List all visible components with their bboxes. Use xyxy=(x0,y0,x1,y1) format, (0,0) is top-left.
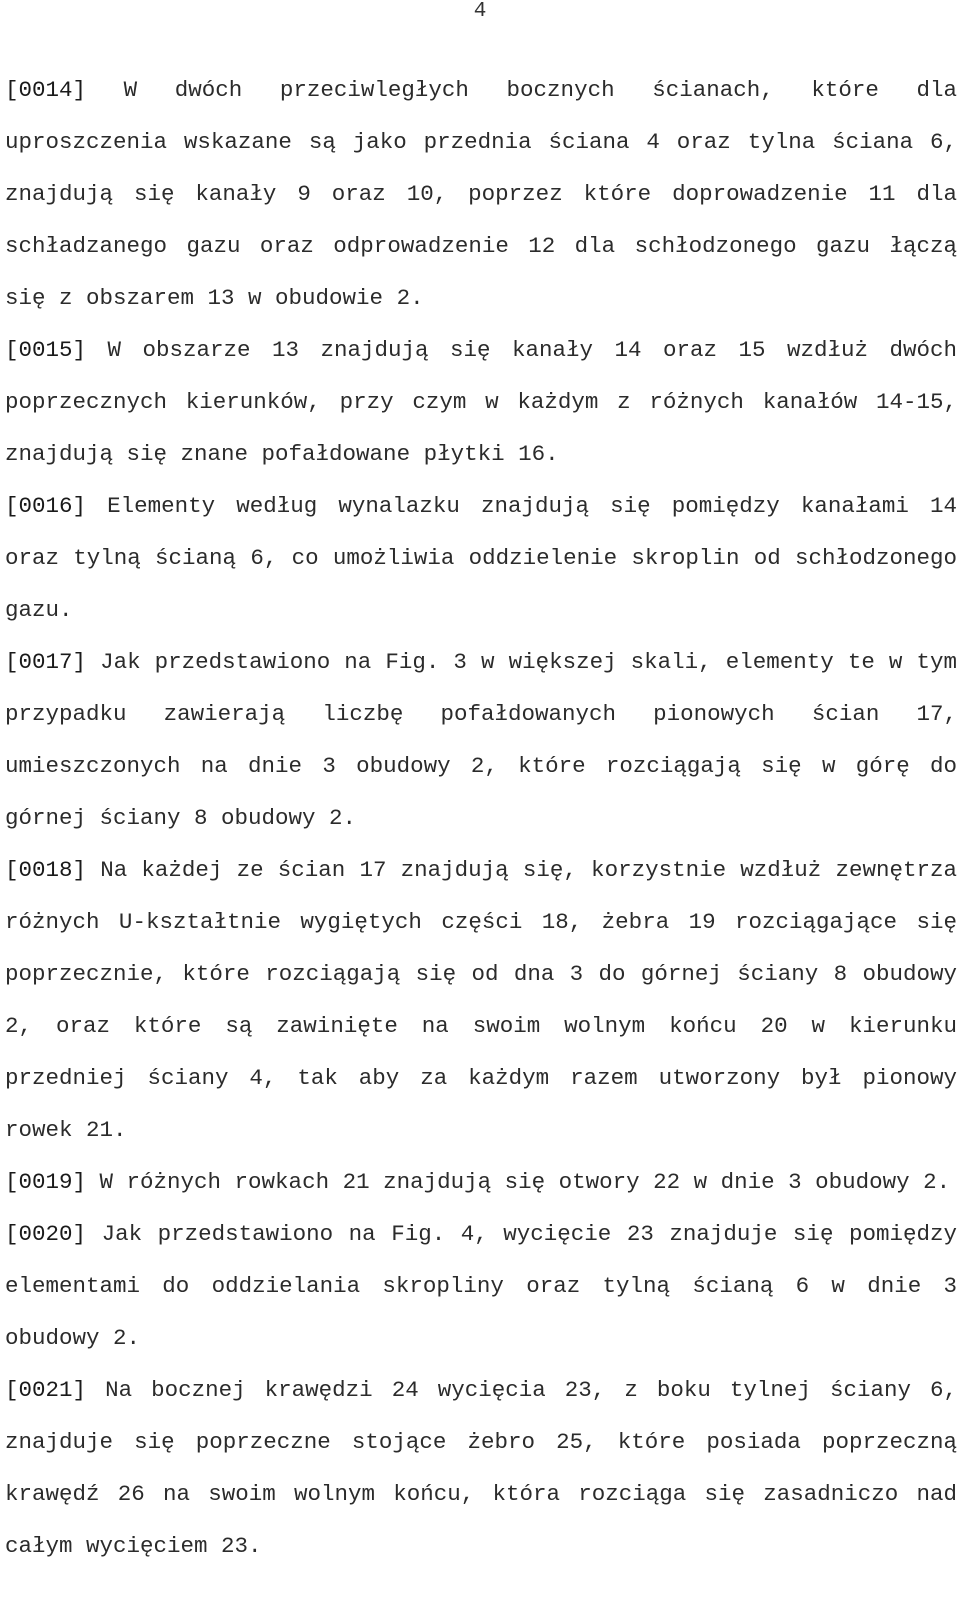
paragraph-tag: [0014] xyxy=(5,77,87,103)
document-body xyxy=(5,64,957,1572)
paragraph-tag: [0015] xyxy=(5,337,87,363)
paragraph-tag: [0018] xyxy=(5,857,87,883)
paragraph-0021 xyxy=(5,1364,957,1572)
paragraph-text: Na każdej ze ścian 17 znajdują się, korzystnie wzdłuż zewnętrza różnych U-kształtnie wygiętych części 18, żebra 19 rozciągające się poprzecznie, które rozciągają się od dna 3 do górnej ściany 8 obudowy 2, oraz które są zawinięte na swoim wolnym końcu 20 w kierunku przedniej ściany 4, tak aby za każdym razem utworzony był pionowy rowek 21. xyxy=(5,857,957,1143)
paragraph-tag: [0016] xyxy=(5,493,87,519)
paragraph-text: W różnych rowkach 21 znajdują się otwory 22 w dnie 3 obudowy 2. xyxy=(99,1169,951,1195)
paragraph-tag: [0021] xyxy=(5,1377,87,1403)
paragraph-0015 xyxy=(5,324,957,480)
paragraph-0014 xyxy=(5,64,957,324)
page-number: 4 xyxy=(473,0,487,23)
paragraph-text: Elementy według wynalazku znajdują się pomiędzy kanałami 14 oraz tylną ścianą 6, co umożliwia oddzielenie skroplin od schłodzonego gazu. xyxy=(5,493,957,623)
paragraph-tag: [0017] xyxy=(5,649,87,675)
paragraph-0020 xyxy=(5,1208,957,1364)
paragraph-tag: [0020] xyxy=(5,1221,87,1247)
paragraph-0017 xyxy=(5,636,957,844)
paragraph-text: W obszarze 13 znajdują się kanały 14 oraz 15 wzdłuż dwóch poprzecznych kierunków, przy czym w każdym z różnych kanałów 14-15, znajdują się znane pofałdowane płytki 16. xyxy=(5,337,957,467)
paragraph-text: Jak przedstawiono na Fig. 3 w większej skali, elementy te w tym przypadku zawierają liczbę pofałdowanych pionowych ścian 17, umieszczonych na dnie 3 obudowy 2, które rozciągają się w górę do górnej ściany 8 obudowy 2. xyxy=(5,649,957,831)
paragraph-tag: [0019] xyxy=(5,1169,87,1195)
paragraph-0016 xyxy=(5,480,957,636)
paragraph-text: W dwóch przeciwległych bocznych ścianach, które dla uproszczenia wskazane są jako przednia ściana 4 oraz tylna ściana 6, znajdują się kanały 9 oraz 10, poprzez które doprowadzenie 11 dla schładzanego gazu oraz odprowadzenie 12 dla schłodzonego gazu łączą się z obszarem 13 w obudowie 2. xyxy=(5,77,957,311)
paragraph-text: Jak przedstawiono na Fig. 4, wycięcie 23 znajduje się pomiędzy elementami do oddzielania skropliny oraz tylną ścianą 6 w dnie 3 obudowy 2. xyxy=(5,1221,957,1351)
paragraph-0018 xyxy=(5,844,957,1156)
paragraph-text: Na bocznej krawędzi 24 wycięcia 23, z boku tylnej ściany 6, znajduje się poprzeczne stojące żebro 25, które posiada poprzeczną krawędź 26 na swoim wolnym końcu, która rozciąga się zasadniczo nad całym wycięciem 23. xyxy=(5,1377,957,1559)
paragraph-0019 xyxy=(5,1156,957,1208)
